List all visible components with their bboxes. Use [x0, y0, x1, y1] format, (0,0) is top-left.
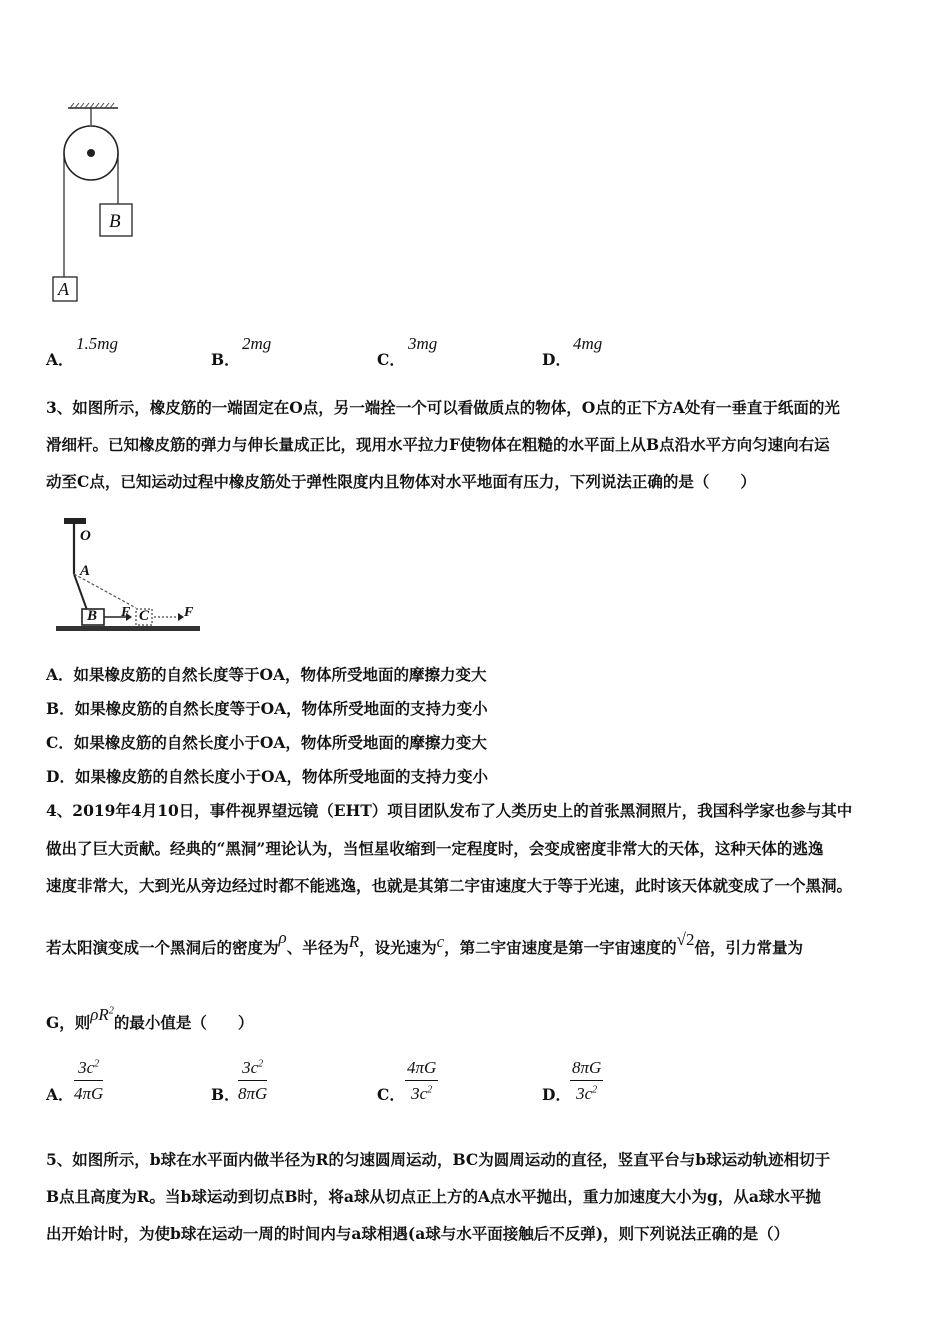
q4-g-symbol: G [46, 1013, 60, 1032]
rubber-label-f2: F [184, 605, 194, 620]
q4-option-b-num-exp: 2 [258, 1058, 264, 1070]
rubber-label-b: B [87, 608, 98, 624]
q4-option-c-fraction [405, 1058, 438, 1104]
q4-line-2: 做出了巨大贡献。经典的“黑洞”理论认为，当恒星收缩到一定程度时，会变成密度非常大的天体，这种天体的逃逸 [46, 839, 824, 858]
pulley-label-a: A [58, 279, 69, 299]
q4-rho-symbol: ρ [278, 928, 287, 947]
q4-r-symbol: R [348, 932, 360, 951]
q4-option-a-num-exp: 2 [94, 1058, 100, 1070]
rubber-label-c: C [139, 608, 150, 624]
q5-line-3: 出开始计时，为使b球在运动一周的时间内与a球相遇(a球与水平面接触后不反弹)，则下列说法正确的是（） [46, 1224, 790, 1243]
rubber-label-f1: F [121, 605, 131, 620]
q3-line-3: 动至C点，已知运动过程中橡皮筋处于弹性限度内且物体对水平地面有压力，下列说法正确的是（ ） [46, 472, 756, 491]
q4-option-d-letter: D． [542, 1085, 571, 1104]
q4-option-c-letter: C． [377, 1085, 405, 1104]
q2-option-d-letter: D． [542, 350, 571, 369]
q3-option-a: A．如果橡皮筋的自然长度等于OA，物体所受地面的摩擦力变大 [46, 665, 487, 684]
q4-option-c-den: 3c [411, 1084, 428, 1103]
q4-line-4-text-4: ，第二宇宙速度是第一宇宙速度的 [444, 938, 677, 957]
q4-expression [90, 1005, 114, 1024]
q4-line-5-text-2: 的最小值是（ ） [113, 1013, 254, 1032]
q4-option-a-fraction [74, 1058, 103, 1104]
q2-option-b-letter: B． [211, 350, 240, 369]
q2-option-c-letter: C． [377, 350, 405, 369]
q4-option-b-fraction [238, 1058, 267, 1104]
q2-option-d-value: 4mg [573, 334, 603, 353]
q4-line-1: 4、2019年4月10日，事件视界望远镜（EHT）项目团队发布了人类历史上的首张黑洞照片，我国科学家也参与其中 [46, 801, 853, 820]
q2-option-a-value: 1.5mg [76, 334, 119, 353]
q4-option-a-den: 4πG [74, 1084, 104, 1103]
q4-option-a-num: 3c [78, 1058, 95, 1077]
q4-option-b-num: 3c [242, 1058, 259, 1077]
q4-option-d-num: 8πG [572, 1058, 602, 1077]
q4-line-5-text-1: ，则 [59, 1013, 91, 1032]
q4-line-4-text-3: ，设光速为 [359, 938, 437, 957]
q4-option-d-fraction [570, 1058, 603, 1104]
q3-option-d: D．如果橡皮筋的自然长度小于OA，物体所受地面的支持力变小 [46, 767, 488, 786]
q4-option-c-den-exp: 2 [427, 1084, 433, 1096]
q4-line-4-text-2: 、半径为 [286, 938, 349, 957]
q3-option-c: C．如果橡皮筋的自然长度小于OA，物体所受地面的摩擦力变大 [46, 733, 487, 752]
q4-line-5 [46, 1005, 254, 1033]
q2-option-b-value: 2mg [242, 334, 272, 353]
q4-c-symbol: c [436, 932, 445, 951]
q3-option-b: B．如果橡皮筋的自然长度等于OA，物体所受地面的支持力变小 [46, 699, 488, 718]
q4-expression-exp: 2 [108, 1005, 114, 1017]
q5-line-1: 5、如图所示，b球在水平面内做半径为R的匀速圆周运动，BC为圆周运动的直径，竖直平台与b球运动轨迹相切于 [46, 1150, 831, 1169]
q4-option-b-den: 8πG [238, 1084, 268, 1103]
q4-option-a-letter: A． [46, 1085, 74, 1104]
q4-line-4 [46, 928, 804, 958]
q4-option-d-den: 3c [576, 1084, 593, 1103]
q2-option-a-letter: A． [46, 350, 74, 369]
rubber-label-a: A [80, 563, 91, 579]
q4-sqrt-symbol: √2 [676, 930, 695, 949]
q4-option-d-den-exp: 2 [592, 1084, 598, 1096]
q3-line-1: 3、如图所示，橡皮筋的一端固定在O点，另一端拴一个可以看做质点的物体，O点的正下方A处有一垂直于纸面的光 [46, 398, 840, 417]
q2-option-c-value: 3mg [408, 334, 438, 353]
q4-line-4-text-1: 若太阳演变成一个黑洞后的密度为 [46, 938, 279, 957]
rubber-label-o: O [80, 528, 91, 544]
q3-line-2: 滑细杆。已知橡皮筋的弹力与伸长量成正比，现用水平拉力F使物体在粗糙的水平面上从B点沿水平方向匀速向右运 [46, 435, 830, 454]
q5-line-2: B点且高度为R。当b球运动到切点B时，将a球从切点正上方的A点水平抛出，重力加速度大小为g，从a球水平抛 [46, 1187, 821, 1206]
q4-option-c-num: 4πG [407, 1058, 437, 1077]
pulley-label-b: B [109, 211, 121, 232]
q4-expression-base: ρR [90, 1005, 109, 1024]
q4-line-4-text-5: 倍，引力常量为 [694, 938, 804, 957]
q4-line-3: 速度非常大，大到光从旁边经过时都不能逃逸，也就是其第二宇宙速度大于等于光速，此时该天体就变成了一个黑洞。 [46, 876, 853, 895]
q4-option-b-letter: B． [211, 1085, 240, 1104]
